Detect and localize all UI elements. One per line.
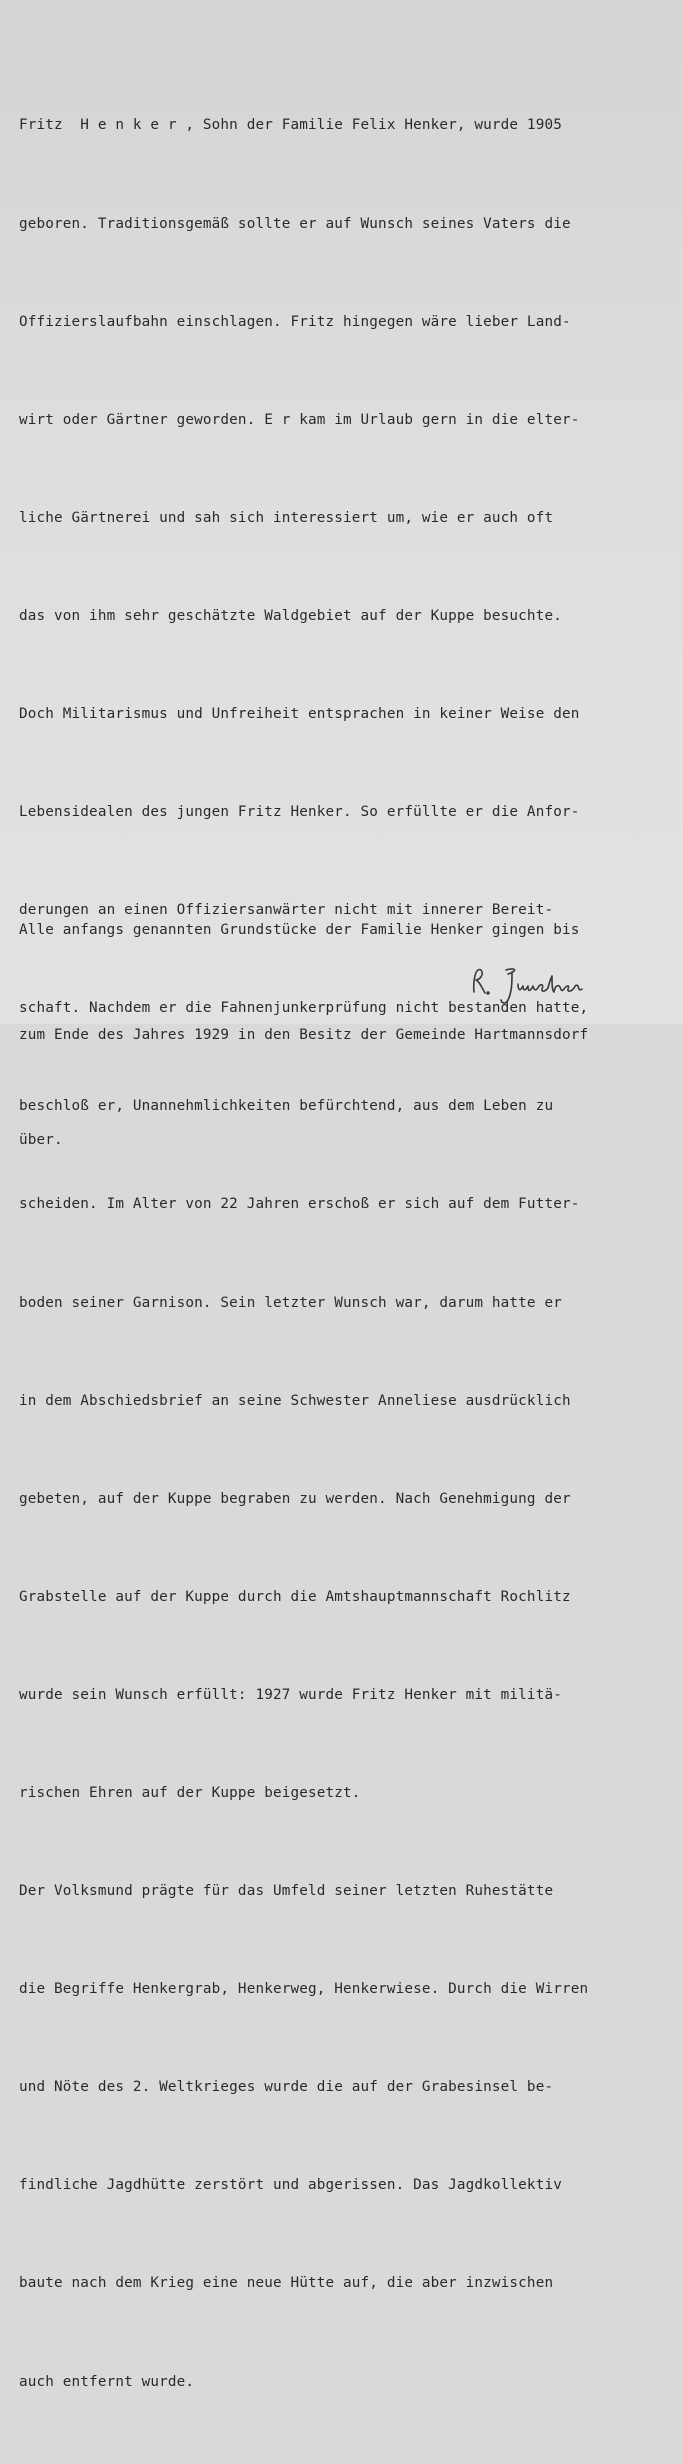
main-paragraph [19,44,679,2464]
text-line: rischen Ehren auf der Kuppe beigesetzt. [19,1785,361,1801]
text-line: baute nach dem Krieg eine neue Hütte auf, die aber inzwischen [19,2275,554,2292]
text-line: boden seiner Garnison. Sein letzter Wunsch war, darum hatte er [19,1294,562,1311]
text-line: Doch Militarismus und Unfreiheit entsprachen in keiner Weise den [19,705,580,722]
text-line: beschloß er, Unannehmlichkeiten befürchtend, aus dem Leben zu [19,1098,554,1115]
text-line: Lebensidealen des jungen Fritz Henker. So erfüllte er die Anfor- [19,804,580,821]
text-line: das von ihm sehr geschätzte Waldgebiet auf der Kuppe besuchte. [19,607,562,624]
text-line: Der Volksmund prägte für das Umfeld seiner letzten Ruhestätte [19,1883,554,1900]
text-line: derungen an einen Offiziersanwärter nicht mit innerer Bereit- [19,902,554,919]
text-line: schaft. Nachdem er die Fahnenjunkerprüfung nicht bestanden hatte, [19,1000,589,1017]
text-line: wurde sein Wunsch erfüllt: 1927 wurde Fritz Henker mit militä- [19,1686,562,1703]
text-line: in dem Abschiedsbrief an seine Schwester Anneliese ausdrücklich [19,1392,571,1409]
text-line: Alle anfangs genannten Grundstücke der Familie Henker gingen bis [19,922,580,938]
text-line: wirt oder Gärtner geworden. E r kam im Urlaub gern in die elter- [19,411,580,428]
text-line: über. [19,1132,63,1148]
text-line: die Begriffe Henkergrab, Henkerweg, Henkerwiese. Durch die Wirren [19,1981,589,1998]
handwritten-signature [468,962,598,1008]
text-line: gebeten, auf der Kuppe begraben zu werden. Nach Genehmigung der [19,1490,571,1507]
text-line: geboren. Traditionsgemäß sollte er auf Wunsch seines Vaters die [19,215,571,232]
text-line: Fritz H e n k e r , Sohn der Familie Felix Henker, wurde 1905 [19,117,562,134]
text-line: Offizierslaufbahn einschlagen. Fritz hingegen wäre lieber Land- [19,313,571,330]
text-line: scheiden. Im Alter von 22 Jahren erschoß er sich auf dem Futter- [19,1196,580,1213]
closing-paragraph [19,843,679,1228]
text-line: findliche Jagdhütte zerstört und abgerissen. Das Jagdkollektiv [19,2177,562,2194]
text-line: und Nöte des 2. Weltkrieges wurde die auf der Grabesinsel be- [19,2079,554,2096]
text-line: zum Ende des Jahres 1929 in den Besitz der Gemeinde Hartmannsdorf [19,1027,589,1043]
text-line: auch entfernt wurde. [19,2373,195,2390]
text-line: Grabstelle auf der Kuppe durch die Amtshauptmannschaft Rochlitz [19,1588,571,1605]
text-line: liche Gärtnerei und sah sich interessiert um, wie er auch oft [19,509,554,526]
